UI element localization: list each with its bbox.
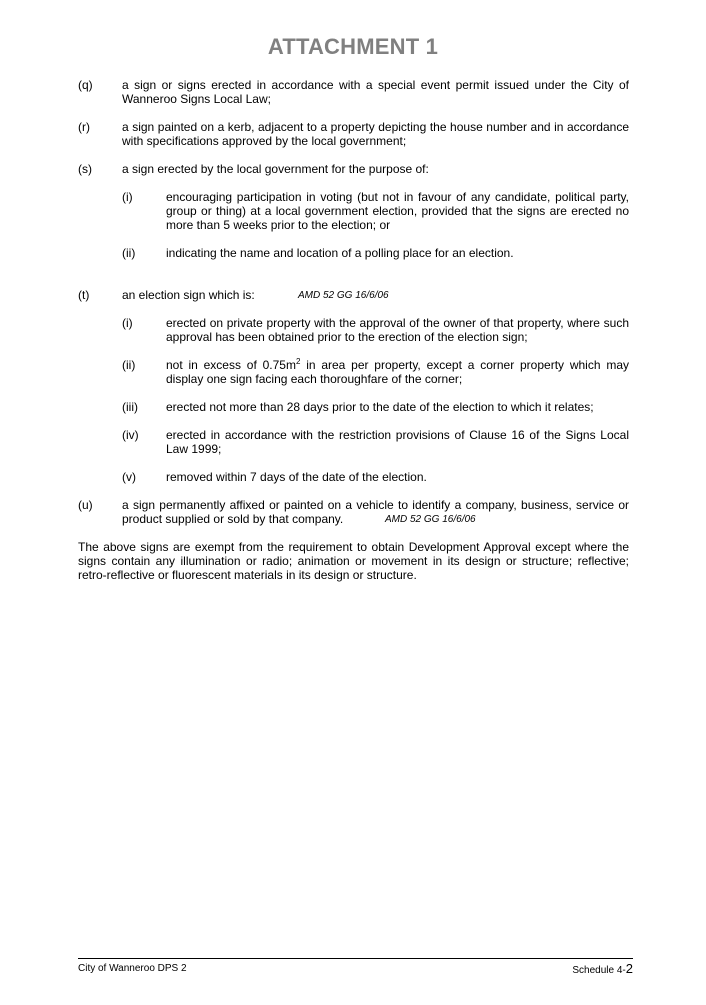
subitem-text-t-iii: erected not more than 28 days prior to the date of the election to which it relates;: [166, 400, 594, 414]
subitem-text-t-ii: [166, 358, 629, 386]
exemption-paragraph: The above signs are exempt from the requirement to obtain Development Approval except where the signs contain any illumination or radio; animation or movement in its design or structure; reflective; retro-reflective or fluorescent materials in its design or structure.: [78, 540, 629, 582]
subitem-text-t-i: erected on private property with the approval of the owner of that property, where such approval has been obtained prior to the erection of the election sign;: [166, 316, 629, 344]
subitem-text-s-i: encouraging participation in voting (but not in favour of any candidate, political party, group or thing) at a local government election, provided that the signs are erected no more than 5 weeks prior to the election; or: [166, 190, 629, 232]
subitem-text-s-ii: indicating the name and location of a polling place for an election.: [166, 246, 514, 260]
subitem-label-t-iv: (iv): [122, 428, 139, 442]
amendment-note-u: AMD 52 GG 16/6/06: [385, 514, 476, 525]
item-label-r: (r): [78, 120, 90, 134]
subitem-label-s-i: (i): [122, 190, 133, 204]
subitem-text-t-iv: erected in accordance with the restriction provisions of Clause 16 of the Signs Local Law 1999;: [166, 428, 629, 456]
subitem-label-t-iii: (iii): [122, 400, 138, 414]
amendment-note-t: AMD 52 GG 16/6/06: [298, 290, 389, 301]
footer-page-reference: [572, 961, 633, 976]
item-text-t: an election sign which is:: [122, 288, 255, 302]
area-text-after: in area per property, except a corner property which may display one sign facing each thoroughfare of the corner;: [166, 358, 629, 386]
item-label-q: (q): [78, 78, 93, 92]
footer-page-number: 2: [625, 961, 633, 976]
item-text-q: a sign or signs erected in accordance with a special event permit issued under the City of Wanneroo Signs Local Law;: [122, 78, 629, 106]
subitem-label-t-v: (v): [122, 470, 136, 484]
item-text-u: a sign permanently affixed or painted on a vehicle to identify a company, business, service or product supplied or sold by that company.: [122, 498, 629, 526]
subitem-label-t-ii: (ii): [122, 358, 136, 372]
item-label-t: (t): [78, 288, 90, 302]
area-text-before: not in excess of 0.75m: [166, 358, 296, 372]
subitem-text-t-v: removed within 7 days of the date of the election.: [166, 470, 427, 484]
page-title: ATTACHMENT 1: [267, 34, 439, 59]
footer-schedule-prefix: Schedule 4-: [572, 965, 626, 976]
item-text-s: a sign erected by the local government for the purpose of:: [122, 162, 429, 176]
item-text-r: a sign painted on a kerb, adjacent to a property depicting the house number and in accordance with specifications approved by the local government;: [122, 120, 629, 148]
footer-document-name: City of Wanneroo DPS 2: [78, 963, 187, 974]
item-label-u: (u): [78, 498, 93, 512]
item-label-s: (s): [78, 162, 92, 176]
area-superscript: 2: [295, 357, 301, 366]
subitem-label-s-ii: (ii): [122, 246, 136, 260]
footer-divider: [78, 958, 633, 959]
subitem-label-t-i: (i): [122, 316, 133, 330]
